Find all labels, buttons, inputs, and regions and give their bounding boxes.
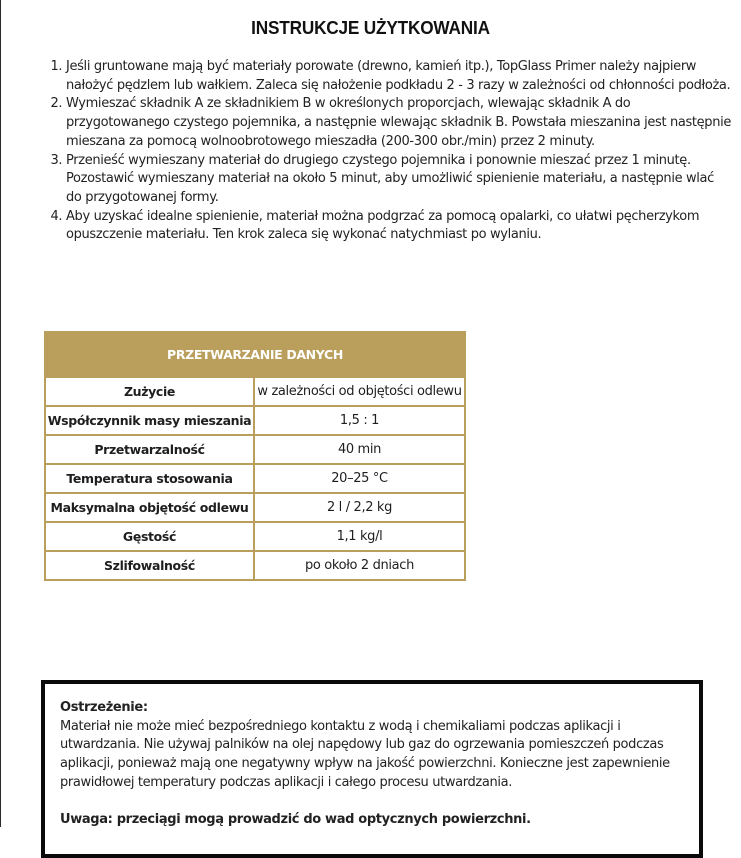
table-row	[45, 522, 465, 551]
row-label: Przetwarzalność	[45, 435, 254, 464]
warning-title: Ostrzeżenie:	[60, 700, 148, 715]
warning-box	[41, 680, 703, 858]
table-header-row	[45, 332, 465, 377]
warning-note: Uwaga: przeciągi mogą prowadzić do wad optycznych powierzchni.	[60, 812, 531, 828]
row-label: Gęstość	[45, 522, 254, 551]
page-edge-rule	[0, 0, 1, 827]
table-row	[45, 493, 465, 522]
row-label: Temperatura stosowania	[45, 464, 254, 493]
instructions-list	[44, 58, 731, 245]
processing-data-table	[44, 331, 466, 581]
row-label: Maksymalna objętość odlewu	[45, 493, 254, 522]
instruction-step: 3. Przenieść wymieszany materiał do drugiego czystego pojemnika i ponownie mieszać przez 1 minutę. Pozostawić wymieszany materiał na około 5 minut, aby umożliwić spienienie materiału, a następnie wlać do przygotowanej formy.	[66, 152, 731, 208]
table-row	[45, 406, 465, 435]
row-label: Współczynnik masy mieszania	[45, 406, 254, 435]
page-title: INSTRUKCJE UŻYTKOWANIA	[251, 17, 490, 39]
row-value: 40 min	[254, 435, 465, 464]
instruction-step: 1. Jeśli gruntowane mają być materiały porowate (drewno, kamień itp.), TopGlass Primer należy najpierw nałożyć pędzlem lub wałkiem. Zaleca się nałożenie podkładu 2 - 3 razy w zależności od chłonności podłoża.	[66, 58, 731, 95]
table-row	[45, 377, 465, 406]
table-row	[45, 435, 465, 464]
table-header: PRZETWARZANIE DANYCH	[45, 332, 465, 377]
row-label: Zużycie	[45, 377, 254, 406]
row-value: w zależności od objętości odlewu	[254, 377, 465, 406]
row-value: 1,5 : 1	[254, 406, 465, 435]
warning-content	[60, 699, 690, 830]
row-label: Szlifowalność	[45, 551, 254, 580]
table-row	[45, 551, 465, 580]
row-value: 1,1 kg/l	[254, 522, 465, 551]
table-row	[45, 464, 465, 493]
warning-text: Materiał nie może mieć bezpośredniego kontaktu z wodą i chemikaliami podczas aplikacji i utwardzania. Nie używaj palników na olej napędowy lub gaz do ogrzewania pomieszczeń podczas aplikacji, ponieważ mają one negatywny wpływ na jakość powierzchni. Konieczne jest zapewnienie prawidłowej temperatury podczas aplikacji i całego procesu utwardzania.	[60, 718, 670, 790]
row-value: 20–25 °C	[254, 464, 465, 493]
instruction-step: 2. Wymieszać składnik A ze składnikiem B w określonych proporcjach, wlewając składnik A do przygotowanego czystego pojemnika, a następnie wlewając składnik B. Powstała mieszanina jest następnie mieszana za pomocą wolnoobrotowego mieszadła (200-300 obr./min) przez 2 minuty.	[66, 95, 731, 151]
row-value: 2 l / 2,2 kg	[254, 493, 465, 522]
instruction-step: 4. Aby uzyskać idealne spienienie, materiał można podgrzać za pomocą opalarki, co ułatwi pęcherzykom opuszczenie materiału. Ten krok zaleca się wykonać natychmiast po wylaniu.	[66, 208, 731, 245]
row-value: po około 2 dniach	[254, 551, 465, 580]
